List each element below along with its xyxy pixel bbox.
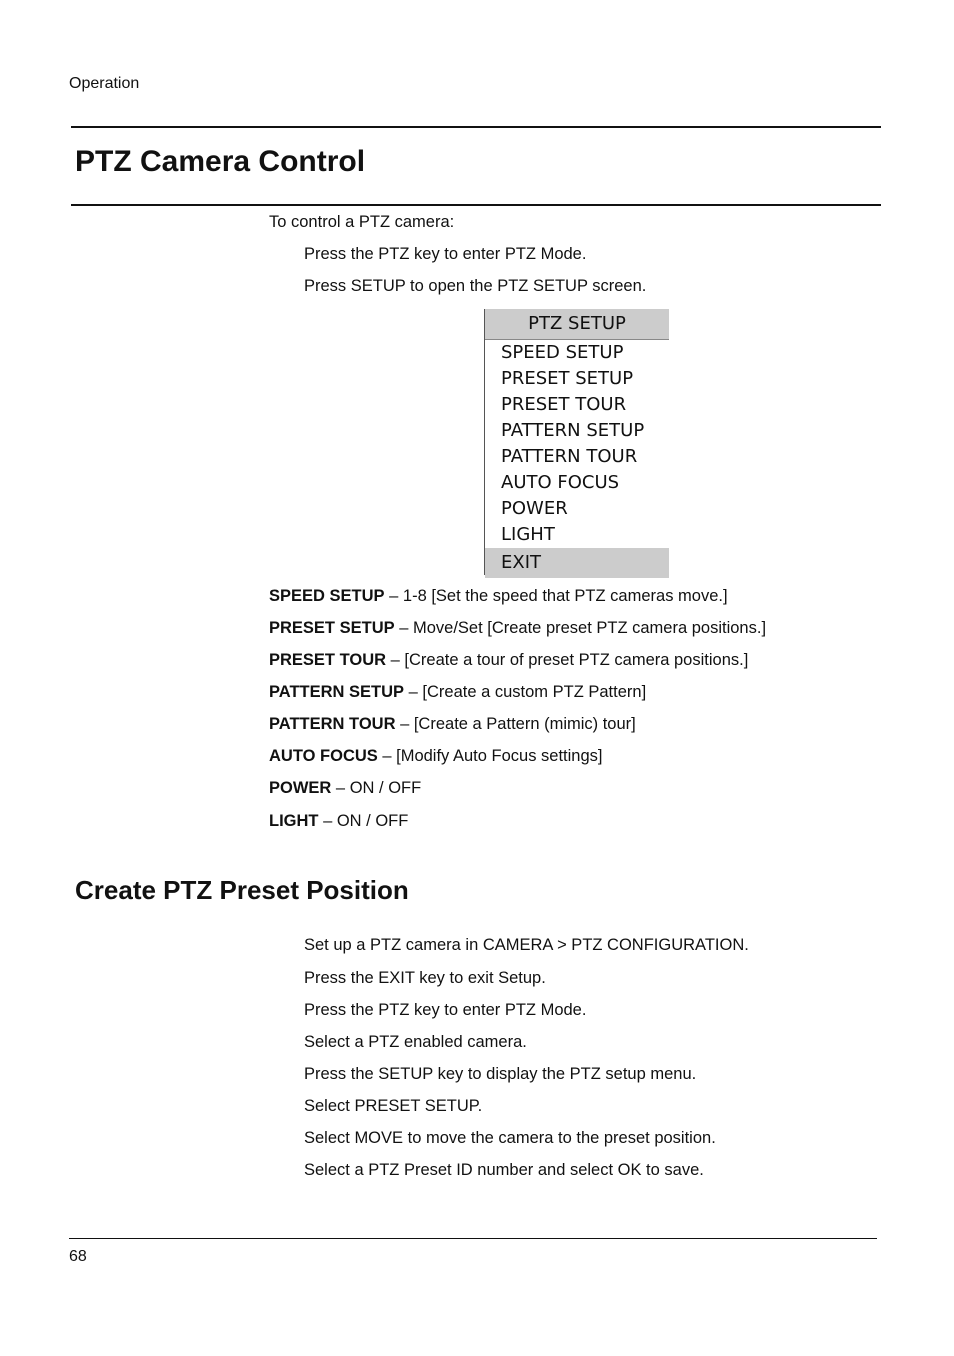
desc-auto-focus	[269, 746, 602, 766]
desc-text: – ON / OFF	[318, 812, 409, 830]
footer-rule	[69, 1238, 877, 1239]
preset-step-2: Press the EXIT key to exit Setup.	[304, 969, 546, 987]
desc-text: – Move/Set [Create preset PTZ camera positions.]	[394, 619, 767, 637]
preset-step-1: Set up a PTZ camera in CAMERA > PTZ CONFIGURATION.	[304, 936, 749, 954]
preset-step-4: Select a PTZ enabled camera.	[304, 1033, 527, 1051]
section-title-ptz-camera-control: PTZ Camera Control	[75, 145, 366, 178]
desc-term: POWER	[269, 779, 332, 797]
page-number: 68	[69, 1248, 87, 1265]
desc-term: PRESET TOUR	[269, 651, 387, 669]
intro-text: To control a PTZ camera:	[269, 213, 455, 231]
running-header: Operation	[69, 75, 140, 92]
preset-step-7: Select MOVE to move the camera to the preset position.	[304, 1129, 716, 1147]
desc-text: – [Create a Pattern (mimic) tour]	[395, 715, 636, 733]
menu-item-light[interactable]: LIGHT	[501, 524, 555, 545]
preset-step-5: Press the SETUP key to display the PTZ setup menu.	[304, 1065, 697, 1083]
desc-text: – [Modify Auto Focus settings]	[377, 747, 603, 765]
desc-term: PATTERN SETUP	[269, 683, 405, 701]
desc-light	[269, 811, 408, 831]
preset-step-3: Press the PTZ key to enter PTZ Mode.	[304, 1001, 587, 1019]
desc-term: PATTERN TOUR	[269, 715, 396, 733]
top-rule	[71, 126, 881, 128]
desc-speed-setup	[269, 586, 728, 606]
ptz-setup-menu	[484, 309, 669, 575]
menu-item-preset-setup[interactable]: PRESET SETUP	[501, 368, 634, 389]
desc-preset-tour	[269, 650, 748, 670]
desc-term: PRESET SETUP	[269, 619, 395, 637]
step-1: Press the PTZ key to enter PTZ Mode.	[304, 245, 587, 263]
desc-term: AUTO FOCUS	[269, 747, 378, 765]
menu-item-pattern-setup[interactable]: PATTERN SETUP	[501, 420, 645, 441]
menu-item-speed-setup[interactable]: SPEED SETUP	[501, 342, 624, 363]
desc-term: SPEED SETUP	[269, 587, 385, 605]
menu-item-power[interactable]: POWER	[501, 498, 568, 519]
desc-preset-setup	[269, 618, 766, 638]
menu-title: PTZ SETUP	[485, 309, 669, 340]
preset-step-6: Select PRESET SETUP.	[304, 1097, 483, 1115]
menu-item-exit[interactable]: EXIT	[485, 548, 669, 578]
step-2: Press SETUP to open the PTZ SETUP screen.	[304, 277, 647, 295]
desc-text: – 1-8 [Set the speed that PTZ cameras move.]	[384, 587, 728, 605]
title-rule	[71, 204, 881, 206]
menu-item-pattern-tour[interactable]: PATTERN TOUR	[501, 446, 638, 467]
menu-item-auto-focus[interactable]: AUTO FOCUS	[501, 472, 620, 493]
desc-text: – ON / OFF	[331, 779, 422, 797]
desc-text: – [Create a custom PTZ Pattern]	[404, 683, 647, 701]
desc-power	[269, 778, 421, 798]
desc-pattern-tour	[269, 714, 636, 734]
menu-item-preset-tour[interactable]: PRESET TOUR	[501, 394, 627, 415]
desc-text: – [Create a tour of preset PTZ camera positions.]	[386, 651, 749, 669]
desc-pattern-setup	[269, 682, 646, 702]
preset-step-8: Select a PTZ Preset ID number and select OK to save.	[304, 1161, 704, 1179]
desc-term: LIGHT	[269, 812, 319, 830]
section-title-create-ptz-preset: Create PTZ Preset Position	[75, 875, 409, 905]
